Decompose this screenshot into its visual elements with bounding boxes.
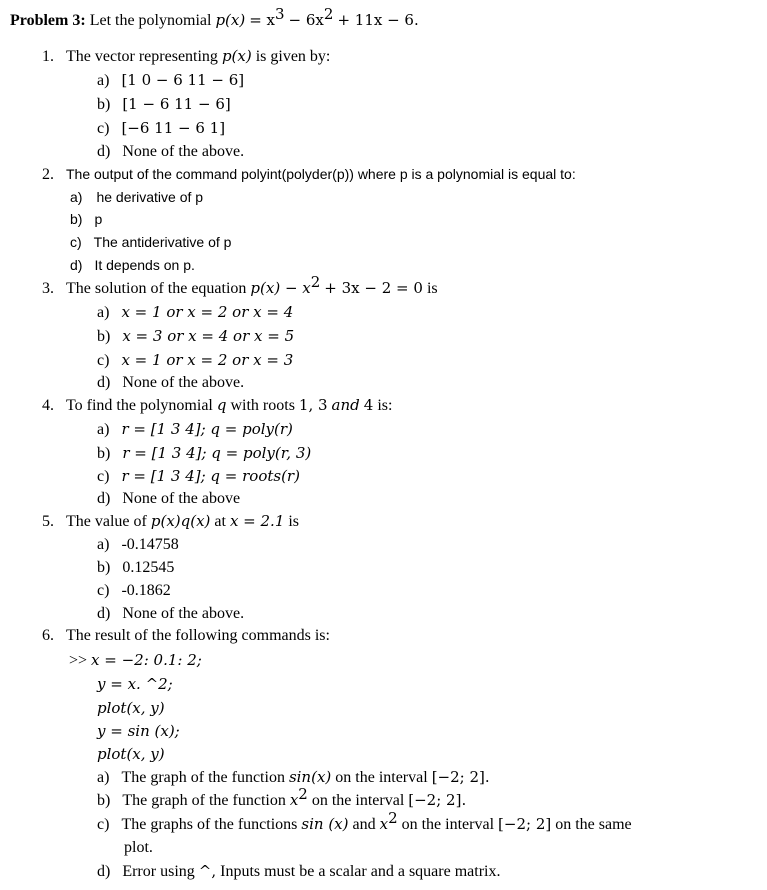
q5-option-c: c) -0.1862: [97, 582, 171, 599]
q2-option-a: a) he derivative of p: [70, 189, 204, 205]
problem-label: Problem 3:: [10, 12, 86, 29]
q6-option-c-continued: plot.: [124, 839, 153, 856]
command-prompt: >>: [69, 652, 88, 669]
q6-option-d: d) Error using ^, Inputs must be a scalar and a square matrix.: [97, 862, 501, 880]
q1-option-b: b) [1 − 6 11 − 6]: [97, 95, 231, 113]
q1-option-c: c) [−6 11 − 6 1]: [97, 119, 226, 137]
code-line-4: y = sin (x);: [97, 722, 180, 740]
q5-option-b: b) 0.12545: [97, 559, 175, 576]
q1-option-a: a) [1 0 − 6 11 − 6]: [97, 71, 245, 89]
q6-option-a: a) The graph of the function sin(x) on the interval [−2; 2].: [97, 768, 490, 786]
q2-option-d: d) It depends on p.: [70, 257, 195, 273]
q6-option-c: c) The graphs of the functions sin (x) and $x^2$ on the interval [−2; 2] on the same: [97, 809, 632, 833]
q6-option-b: b) The graph of the function $x^2$ on the interval [−2; 2].: [97, 785, 467, 809]
question-6: 6. The result of the following commands is:: [42, 627, 330, 644]
q3-option-c: c) x = 1 or x = 2 or x = 3: [97, 351, 294, 369]
code-line-3: plot(x, y): [97, 699, 165, 717]
q3-option-d: d) None of the above.: [97, 374, 245, 391]
problem-title: Problem 3: Let the polynomial $p(x) = x^3 - 6x^2 + 11x - 6$.: [10, 5, 419, 29]
q2-option-c: c) The antiderivative of p: [70, 234, 232, 250]
q4-option-a: a) r = [1 3 4]; q = poly(r): [97, 420, 293, 438]
q5-option-a: a) -0.14758: [97, 536, 179, 553]
q3-option-a: a) x = 1 or x = 2 or x = 4: [97, 303, 294, 321]
q2-option-b: b) p: [70, 211, 103, 227]
q3-option-b: b) x = 3 or x = 4 or x = 5: [97, 327, 295, 345]
question-5: 5. The value of p(x)q(x) at x = 2.1 is: [42, 512, 300, 530]
q4-option-b: b) r = [1 3 4]; q = poly(r, 3): [97, 444, 312, 462]
question-3: 3. The solution of the equation $p(x) - x^2 + 3x - 2 = 0$ is: [42, 273, 438, 297]
code-line-2: y = x. ^2;: [97, 675, 173, 693]
question-4: 4. To find the polynomial q with roots 1, 3 and 4 is:: [42, 396, 393, 414]
q4-option-c: c) r = [1 3 4]; q = roots(r): [97, 467, 300, 485]
q1-option-d: d) None of the above.: [97, 143, 245, 160]
question-1: 1. The vector representing p(x) is given by:: [42, 47, 331, 65]
question-2: 2. The output of the command polyint(polyder(p)) where p is a polynomial is equal to:: [42, 166, 576, 183]
q4-option-d: d) None of the above: [97, 490, 241, 507]
code-line-5: plot(x, y): [97, 745, 165, 763]
q5-option-d: d) None of the above.: [97, 605, 245, 622]
code-line-1: >> x = −2: 0.1: 2;: [69, 651, 202, 669]
